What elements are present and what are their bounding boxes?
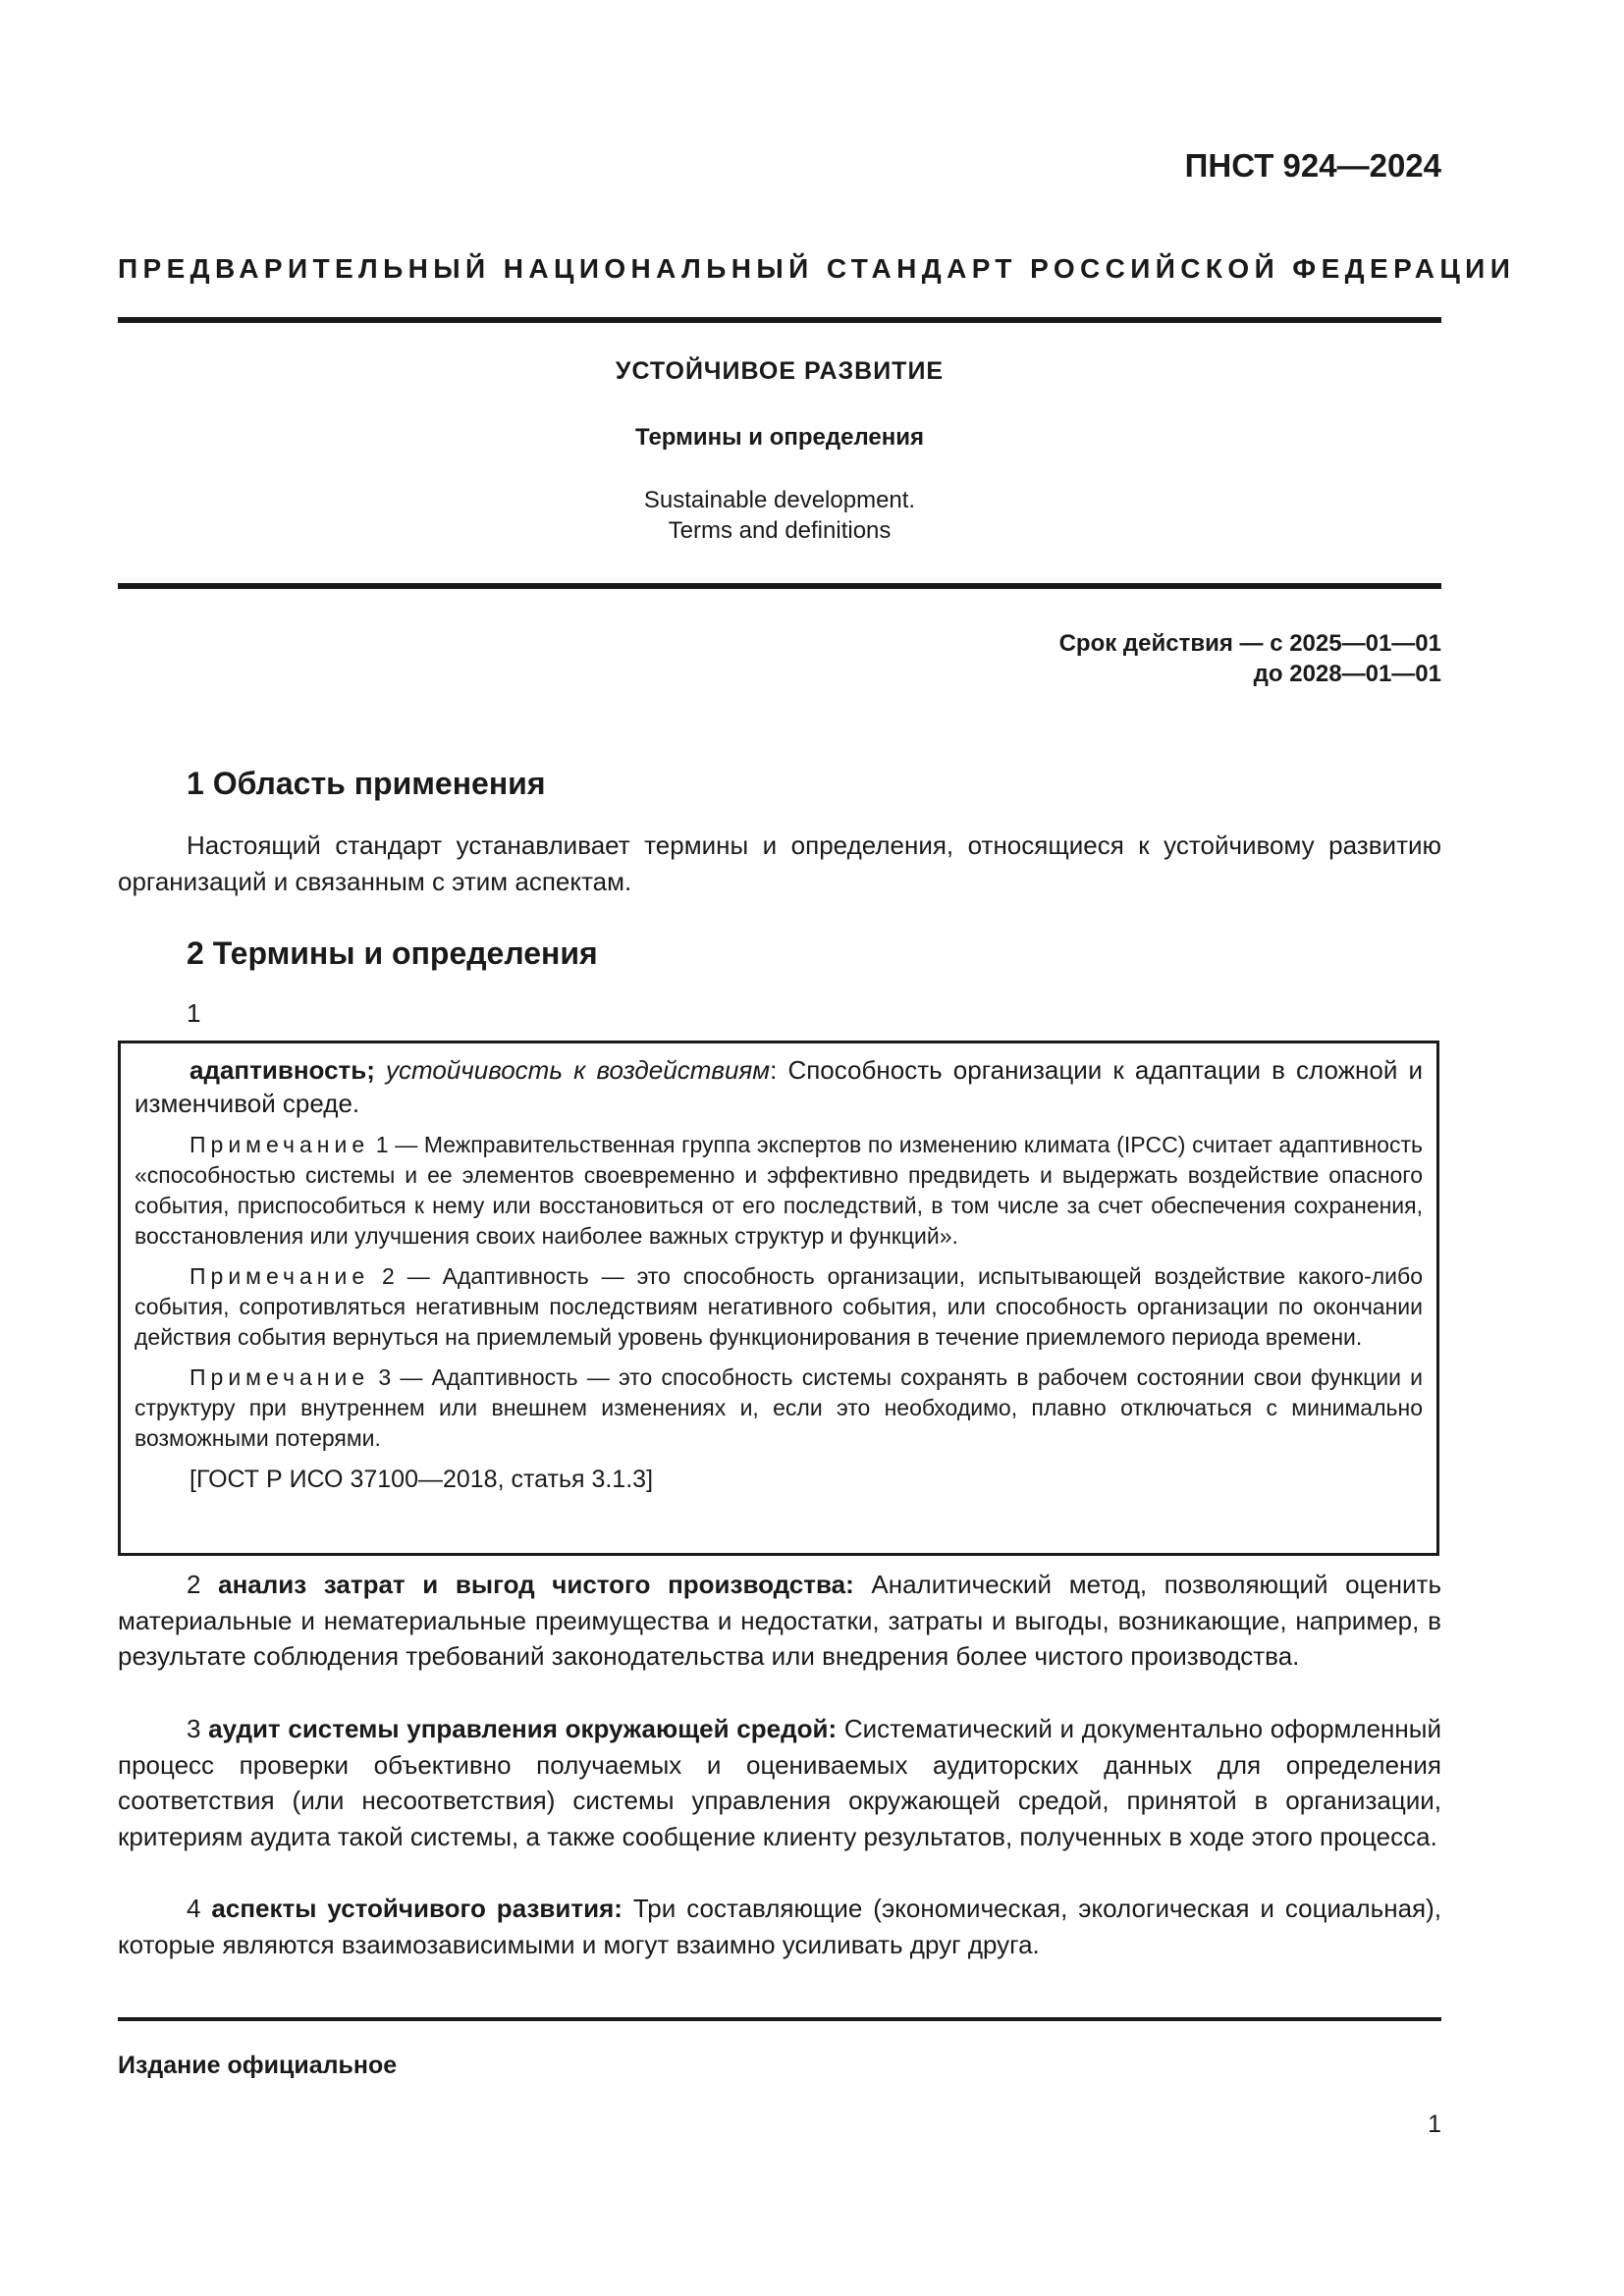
term-4-term: аспекты устойчивого развития: bbox=[211, 1894, 623, 1923]
standard-title: ПРЕДВАРИТЕЛЬНЫЙ НАЦИОНАЛЬНЫЙ СТАНДАРТ РОССИЙСКОЙ ФЕДЕРАЦИИ bbox=[118, 253, 1516, 284]
term-1-note-1 bbox=[135, 1130, 1423, 1252]
note-label: Примечание bbox=[189, 1132, 370, 1157]
term-1-note-3 bbox=[135, 1362, 1423, 1454]
document-subtitle: Термины и определения bbox=[634, 424, 925, 451]
header-rule bbox=[118, 317, 1441, 323]
term-3-number: 3 bbox=[187, 1714, 201, 1743]
note-label: Примечание bbox=[189, 1364, 370, 1390]
term-3 bbox=[118, 1711, 1441, 1854]
term-3-definition: Систематический и документально оформленный процесс проверки объективно получаемых и оцениваемых аудиторских данных для определения соответствия (или несоответствия) системы управления окружающей средой, принятой в организации, критериям аудита такой системы, а также сообщение клиенту результатов, полученных в ходе этого процесса. bbox=[118, 1714, 1441, 1851]
term-3-term: аудит системы управления окружающей средой: bbox=[208, 1714, 838, 1743]
edition-label: Издание официальное bbox=[118, 2052, 398, 2079]
term-1-number: 1 bbox=[187, 998, 201, 1028]
validity-period bbox=[1059, 628, 1441, 689]
title-block-rule bbox=[118, 583, 1441, 589]
term-1-definition-text: Способность организации к адаптации в сложной и изменчивой среде. bbox=[135, 1055, 1423, 1118]
note-text: 2 — Адаптивность — это способность организации, испытывающей воздействие какого-либо события, сопротивляться негативным последствиям негативного события, или способность организации по окончании действия события вернуться на приемлемый уровень функционирования в течение приемлемого периода времени. bbox=[135, 1263, 1423, 1350]
section-2-heading: 2 Термины и определения bbox=[187, 935, 598, 971]
page-number: 1 bbox=[1428, 2110, 1441, 2138]
term-1-synonym: устойчивость к воздействиям bbox=[386, 1055, 771, 1085]
document-number: ПНСТ 924—2024 bbox=[1184, 147, 1441, 184]
english-title bbox=[118, 485, 1441, 546]
term-1-source: [ГОСТ Р ИСО 37100—2018, статья 3.1.3] bbox=[189, 1466, 654, 1493]
section-1-text: Настоящий стандарт устанавливает термины и определения, относящиеся к устойчивому развитию организаций и связанным с этим аспектам. bbox=[118, 830, 1441, 896]
english-title-line2: Terms and definitions bbox=[668, 517, 892, 544]
note-label: Примечание bbox=[189, 1263, 370, 1289]
note-text: 3 — Адаптивность — это способность системы сохранять в рабочем состоянии свои функции и структуру при внутреннем или внешнем изменениях и, если это необходимо, плавно отключаться с минимально возможными потерями. bbox=[135, 1364, 1423, 1451]
validity-start: Срок действия — с 2025—01—01 bbox=[1058, 630, 1441, 657]
term-4 bbox=[118, 1891, 1441, 1962]
footer-rule bbox=[118, 2017, 1441, 2021]
term-1-term: адаптивность; bbox=[189, 1055, 375, 1085]
validity-end: до 2028—01—01 bbox=[1253, 661, 1441, 687]
term-4-number: 4 bbox=[187, 1894, 201, 1923]
term-4-definition: Три составляющие (экономическая, экологическая и социальная), которые являются взаимозависимыми и могут взаимно усиливать друг друга. bbox=[118, 1894, 1441, 1959]
term-2-number: 2 bbox=[187, 1570, 201, 1599]
english-title-line1: Sustainable development. bbox=[643, 487, 916, 513]
term-1-colon: : bbox=[770, 1055, 778, 1085]
term-2-definition: Аналитический метод, позволяющий оценить материальные и нематериальные преимущества и недостатки, затраты и выгоды, возникающие, например, в результате соблюдения требований законодательства или внедрения более чистого производства. bbox=[118, 1570, 1441, 1671]
note-text: 1 — Межправительственная группа экспертов по изменению климата (IPCC) считает адаптивность «способностью системы и ее элементов своевременно и эффективно предвидеть и выдержать воздействие опасного события, приспособиться к нему или восстановиться от его последствий, в том числе за счет обеспечения сохранения, восстановления или улучшения своих наиболее важных структур и функций». bbox=[135, 1132, 1423, 1249]
term-2-term: анализ затрат и выгод чистого производства: bbox=[218, 1570, 854, 1599]
document-topic: УСТОЙЧИВОЕ РАЗВИТИЕ bbox=[615, 357, 945, 385]
section-1-heading: 1 Область применения bbox=[187, 766, 546, 801]
term-1-note-2 bbox=[135, 1261, 1423, 1353]
term-1-definition bbox=[135, 1053, 1423, 1120]
term-2 bbox=[118, 1567, 1441, 1675]
term-1-box bbox=[118, 1041, 1439, 1556]
